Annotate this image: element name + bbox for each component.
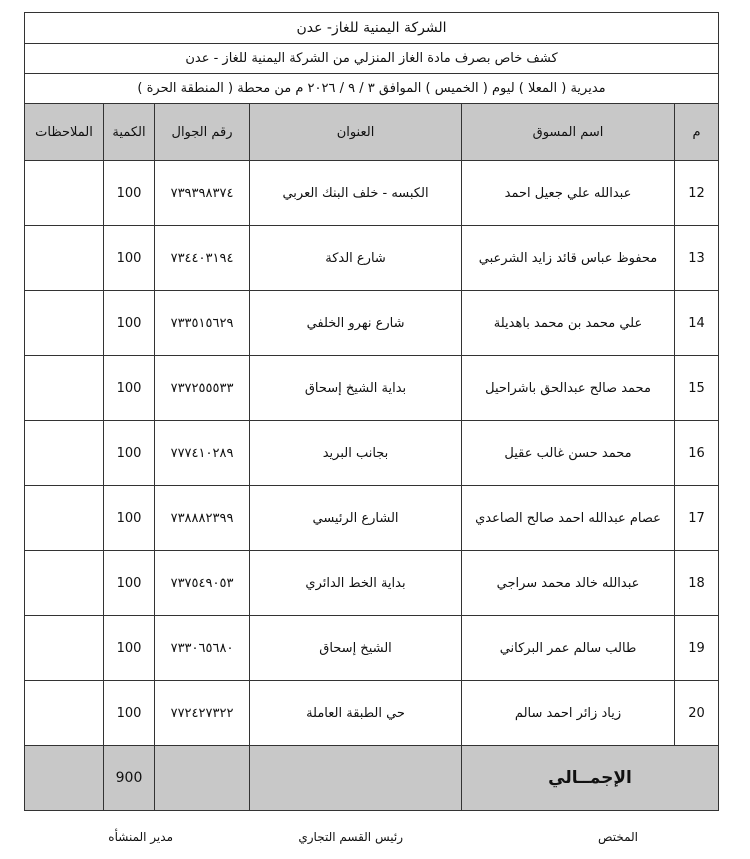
- row-phone: ٧٧٧٤١٠٢٨٩: [155, 421, 250, 486]
- row-quantity: 100: [104, 226, 155, 291]
- row-quantity: 100: [104, 291, 155, 356]
- row-notes: [25, 681, 104, 746]
- column-header-address: العنوان: [250, 104, 462, 161]
- row-quantity: 100: [104, 551, 155, 616]
- row-index: 13: [675, 226, 719, 291]
- row-quantity: 100: [104, 356, 155, 421]
- signature-facility-manager: مدير المنشأه: [108, 830, 173, 844]
- row-phone: ٧٣٣٠٦٥٦٨٠: [155, 616, 250, 681]
- row-address: الشيخ إسحاق: [250, 616, 462, 681]
- column-header-phone: رقم الجوال: [155, 104, 250, 161]
- table-row: [25, 291, 719, 356]
- total-empty-phone: [155, 746, 250, 811]
- table-row: [25, 551, 719, 616]
- company-title: الشركة اليمنية للغاز- عدن: [25, 13, 719, 44]
- table-row: [25, 616, 719, 681]
- gas-distribution-sheet: [24, 12, 718, 811]
- row-index: 19: [675, 616, 719, 681]
- row-phone: ٧٧٢٤٢٧٣٢٢: [155, 681, 250, 746]
- row-notes: [25, 421, 104, 486]
- header-row-details: [25, 74, 719, 104]
- row-notes: [25, 226, 104, 291]
- table-row: [25, 421, 719, 486]
- row-notes: [25, 551, 104, 616]
- row-name: محمد حسن غالب عقيل: [462, 421, 675, 486]
- row-quantity: 100: [104, 616, 155, 681]
- row-index: 16: [675, 421, 719, 486]
- row-phone: ٧٣٩٣٩٨٣٧٤: [155, 161, 250, 226]
- row-index: 17: [675, 486, 719, 551]
- statement-details: مديرية ( المعلا ) ليوم ( الخميس ) الموافق ٣ / ٩ / ٢٠٢٦ م من محطة ( المنطقة الحرة ): [25, 74, 719, 104]
- row-phone: ٧٣٤٤٠٣١٩٤: [155, 226, 250, 291]
- row-name: محمد صالح عبدالحق باشراحيل: [462, 356, 675, 421]
- table-row: [25, 161, 719, 226]
- row-notes: [25, 356, 104, 421]
- signature-specialist: المختص: [598, 830, 638, 844]
- row-name: زياد زائر احمد سالم: [462, 681, 675, 746]
- total-empty-notes: [25, 746, 104, 811]
- row-index: 18: [675, 551, 719, 616]
- table-row: [25, 486, 719, 551]
- column-header-quantity: الكمية: [104, 104, 155, 161]
- row-quantity: 100: [104, 421, 155, 486]
- row-index: 14: [675, 291, 719, 356]
- row-index: 12: [675, 161, 719, 226]
- signature-footer: [24, 824, 718, 854]
- row-phone: ٧٣٧٢٥٥٥٣٣: [155, 356, 250, 421]
- signature-commercial-head: رئيس القسم التجاري: [298, 830, 403, 844]
- column-header-notes: الملاحظات: [25, 104, 104, 161]
- statement-title: كشف خاص بصرف مادة الغاز المنزلي من الشركة اليمنية للغاز - عدن: [25, 44, 719, 74]
- row-name: عبدالله خالد محمد سراجي: [462, 551, 675, 616]
- row-address: الشارع الرئيسي: [250, 486, 462, 551]
- row-name: علي محمد بن محمد باهديلة: [462, 291, 675, 356]
- row-phone: ٧٣٣٥١٥٦٢٩: [155, 291, 250, 356]
- table-row: [25, 681, 719, 746]
- row-quantity: 100: [104, 486, 155, 551]
- table-row: [25, 226, 719, 291]
- row-index: 20: [675, 681, 719, 746]
- row-quantity: 100: [104, 161, 155, 226]
- total-row: [25, 746, 719, 811]
- row-name: طالب سالم عمر البركاني: [462, 616, 675, 681]
- header-row-company: [25, 13, 719, 44]
- row-address: بداية الخط الدائري: [250, 551, 462, 616]
- row-address: بجانب البريد: [250, 421, 462, 486]
- row-notes: [25, 291, 104, 356]
- row-name: عصام عبدالله احمد صالح الصاعدي: [462, 486, 675, 551]
- column-header-name: اسم المسوق: [462, 104, 675, 161]
- row-quantity: 100: [104, 681, 155, 746]
- row-notes: [25, 161, 104, 226]
- row-notes: [25, 616, 104, 681]
- table-row: [25, 356, 719, 421]
- row-address: شارع نهرو الخلفي: [250, 291, 462, 356]
- row-address: بداية الشيخ إسحاق: [250, 356, 462, 421]
- row-index: 15: [675, 356, 719, 421]
- column-header-row: [25, 104, 719, 161]
- row-address: حي الطبقة العاملة: [250, 681, 462, 746]
- total-empty-address: [250, 746, 462, 811]
- row-phone: ٧٣٨٨٨٢٣٩٩: [155, 486, 250, 551]
- total-label: الإجمــالي: [462, 746, 719, 811]
- header-row-statement: [25, 44, 719, 74]
- total-quantity: 900: [104, 746, 155, 811]
- row-name: محفوظ عباس قائد زايد الشرعبي: [462, 226, 675, 291]
- row-name: عبدالله علي جعيل احمد: [462, 161, 675, 226]
- row-phone: ٧٣٧٥٤٩٠٥٣: [155, 551, 250, 616]
- row-address: شارع الدكة: [250, 226, 462, 291]
- row-notes: [25, 486, 104, 551]
- column-header-index: م: [675, 104, 719, 161]
- row-address: الكبسه - خلف البنك العربي: [250, 161, 462, 226]
- distribution-table: [24, 12, 719, 811]
